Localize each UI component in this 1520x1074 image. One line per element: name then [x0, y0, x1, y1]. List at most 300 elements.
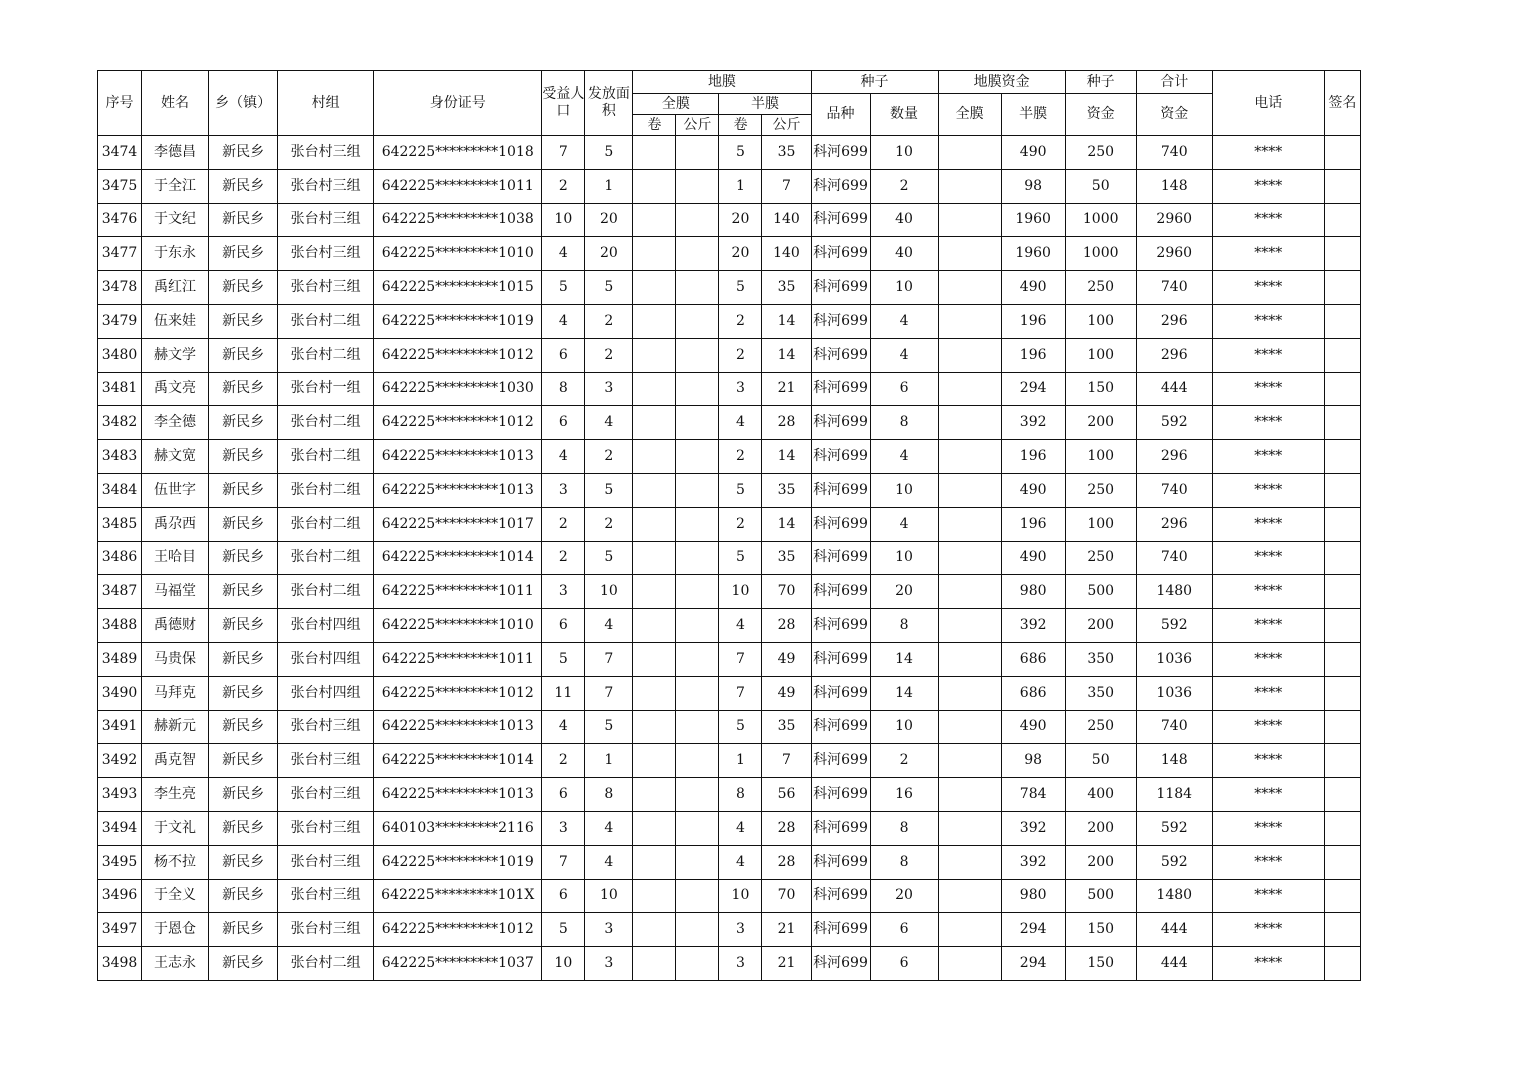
cell-phone: ****	[1212, 676, 1324, 710]
cell-half-kg: 35	[762, 473, 811, 507]
cell-half-roll: 3	[719, 913, 762, 947]
cell-half-roll: 1	[719, 744, 762, 778]
cell-half-roll: 2	[719, 507, 762, 541]
header-village: 村组	[278, 71, 374, 136]
cell-id: 642225*********1038	[374, 203, 542, 237]
cell-half-kg: 70	[762, 879, 811, 913]
cell-full-kg	[676, 237, 719, 271]
cell-sign	[1324, 203, 1360, 237]
cell-seed-fund: 150	[1065, 947, 1136, 981]
cell-town: 新民乡	[209, 372, 278, 406]
cell-id: 642225*********1019	[374, 845, 542, 879]
cell-full-roll	[633, 136, 676, 170]
cell-total: 1036	[1136, 676, 1212, 710]
cell-full-kg	[676, 136, 719, 170]
cell-seed-fund: 200	[1065, 845, 1136, 879]
cell-area: 5	[585, 271, 633, 305]
cell-town: 新民乡	[209, 203, 278, 237]
cell-id: 642225*********1010	[374, 609, 542, 643]
cell-town: 新民乡	[209, 913, 278, 947]
cell-half-roll: 8	[719, 778, 762, 812]
cell-seq: 3480	[98, 338, 142, 372]
cell-full-roll	[633, 372, 676, 406]
cell-half-kg: 7	[762, 169, 811, 203]
cell-beneficiaries: 4	[542, 304, 585, 338]
cell-sign	[1324, 879, 1360, 913]
cell-full-roll	[633, 778, 676, 812]
cell-half-kg: 14	[762, 440, 811, 474]
cell-half-kg: 35	[762, 271, 811, 305]
cell-name: 王哈目	[142, 541, 209, 575]
cell-beneficiaries: 10	[542, 203, 585, 237]
cell-area: 7	[585, 676, 633, 710]
header-film: 地膜	[633, 71, 811, 94]
cell-full-film-fund	[938, 913, 1001, 947]
cell-quantity: 20	[870, 879, 938, 913]
cell-half-kg: 140	[762, 237, 811, 271]
cell-village: 张台村三组	[278, 203, 374, 237]
cell-town: 新民乡	[209, 609, 278, 643]
cell-total: 296	[1136, 304, 1212, 338]
cell-seed-fund: 100	[1065, 507, 1136, 541]
cell-full-roll	[633, 507, 676, 541]
cell-half-roll: 5	[719, 271, 762, 305]
cell-beneficiaries: 3	[542, 811, 585, 845]
cell-quantity: 8	[870, 406, 938, 440]
cell-village: 张台村二组	[278, 304, 374, 338]
cell-full-kg	[676, 304, 719, 338]
header-half-film-fund: 半膜	[1001, 94, 1065, 136]
cell-half-kg: 140	[762, 203, 811, 237]
cell-area: 2	[585, 304, 633, 338]
cell-full-kg	[676, 947, 719, 981]
cell-beneficiaries: 6	[542, 879, 585, 913]
cell-quantity: 20	[870, 575, 938, 609]
cell-full-kg	[676, 778, 719, 812]
table-row	[98, 575, 1361, 609]
cell-town: 新民乡	[209, 304, 278, 338]
cell-variety: 科河699	[811, 913, 870, 947]
cell-village: 张台村二组	[278, 947, 374, 981]
cell-variety: 科河699	[811, 575, 870, 609]
cell-name: 禹文亮	[142, 372, 209, 406]
cell-phone: ****	[1212, 136, 1324, 170]
cell-town: 新民乡	[209, 744, 278, 778]
cell-id: 642225*********1011	[374, 642, 542, 676]
cell-half-film-fund: 686	[1001, 676, 1065, 710]
cell-id: 642225*********1017	[374, 507, 542, 541]
cell-area: 20	[585, 237, 633, 271]
cell-phone: ****	[1212, 879, 1324, 913]
cell-phone: ****	[1212, 372, 1324, 406]
header-full-film: 全膜	[633, 94, 719, 115]
cell-seed-fund: 100	[1065, 338, 1136, 372]
cell-half-film-fund: 1960	[1001, 237, 1065, 271]
cell-total: 592	[1136, 811, 1212, 845]
cell-full-kg	[676, 676, 719, 710]
cell-seq: 3493	[98, 778, 142, 812]
cell-name: 于全江	[142, 169, 209, 203]
cell-half-roll: 4	[719, 845, 762, 879]
cell-phone: ****	[1212, 845, 1324, 879]
cell-sign	[1324, 845, 1360, 879]
cell-seed-fund: 150	[1065, 372, 1136, 406]
cell-half-roll: 2	[719, 304, 762, 338]
cell-seq: 3479	[98, 304, 142, 338]
cell-full-roll	[633, 879, 676, 913]
cell-variety: 科河699	[811, 710, 870, 744]
cell-area: 3	[585, 947, 633, 981]
cell-half-film-fund: 392	[1001, 845, 1065, 879]
cell-full-roll	[633, 710, 676, 744]
cell-variety: 科河699	[811, 169, 870, 203]
cell-full-film-fund	[938, 541, 1001, 575]
cell-half-roll: 5	[719, 473, 762, 507]
cell-half-roll: 4	[719, 811, 762, 845]
cell-town: 新民乡	[209, 541, 278, 575]
cell-beneficiaries: 8	[542, 372, 585, 406]
table-row	[98, 473, 1361, 507]
cell-total: 592	[1136, 845, 1212, 879]
cell-total: 740	[1136, 136, 1212, 170]
table-row	[98, 778, 1361, 812]
cell-half-kg: 28	[762, 811, 811, 845]
cell-village: 张台村一组	[278, 372, 374, 406]
header-beneficiaries: 受益人口	[542, 71, 585, 136]
header-film-fund: 地膜资金	[938, 71, 1065, 94]
cell-sign	[1324, 778, 1360, 812]
cell-town: 新民乡	[209, 406, 278, 440]
cell-full-kg	[676, 507, 719, 541]
cell-full-film-fund	[938, 575, 1001, 609]
cell-variety: 科河699	[811, 507, 870, 541]
cell-phone: ****	[1212, 507, 1324, 541]
cell-beneficiaries: 5	[542, 913, 585, 947]
cell-town: 新民乡	[209, 338, 278, 372]
cell-quantity: 4	[870, 440, 938, 474]
cell-seed-fund: 250	[1065, 271, 1136, 305]
cell-half-roll: 4	[719, 406, 762, 440]
cell-area: 8	[585, 778, 633, 812]
cell-village: 张台村三组	[278, 811, 374, 845]
cell-village: 张台村三组	[278, 744, 374, 778]
table-row	[98, 237, 1361, 271]
cell-beneficiaries: 11	[542, 676, 585, 710]
cell-beneficiaries: 7	[542, 136, 585, 170]
cell-half-roll: 2	[719, 440, 762, 474]
cell-variety: 科河699	[811, 778, 870, 812]
cell-variety: 科河699	[811, 676, 870, 710]
cell-full-film-fund	[938, 947, 1001, 981]
cell-full-film-fund	[938, 304, 1001, 338]
cell-seed-fund: 200	[1065, 609, 1136, 643]
cell-half-kg: 35	[762, 136, 811, 170]
cell-id: 642225*********1012	[374, 406, 542, 440]
cell-variety: 科河699	[811, 845, 870, 879]
cell-town: 新民乡	[209, 879, 278, 913]
cell-sign	[1324, 406, 1360, 440]
header-seq: 序号	[98, 71, 142, 136]
cell-town: 新民乡	[209, 845, 278, 879]
cell-full-roll	[633, 338, 676, 372]
header-seed: 种子	[811, 71, 938, 94]
cell-total: 592	[1136, 406, 1212, 440]
table-row	[98, 744, 1361, 778]
header-name: 姓名	[142, 71, 209, 136]
cell-town: 新民乡	[209, 169, 278, 203]
distribution-table	[97, 70, 1361, 981]
cell-half-film-fund: 294	[1001, 372, 1065, 406]
cell-half-roll: 7	[719, 642, 762, 676]
cell-area: 4	[585, 406, 633, 440]
cell-full-film-fund	[938, 507, 1001, 541]
cell-town: 新民乡	[209, 507, 278, 541]
cell-village: 张台村二组	[278, 473, 374, 507]
cell-phone: ****	[1212, 642, 1324, 676]
cell-quantity: 40	[870, 237, 938, 271]
cell-variety: 科河699	[811, 609, 870, 643]
cell-beneficiaries: 6	[542, 338, 585, 372]
cell-town: 新民乡	[209, 440, 278, 474]
cell-variety: 科河699	[811, 440, 870, 474]
cell-half-kg: 49	[762, 642, 811, 676]
cell-sign	[1324, 913, 1360, 947]
cell-total: 444	[1136, 913, 1212, 947]
cell-full-film-fund	[938, 676, 1001, 710]
cell-quantity: 6	[870, 372, 938, 406]
header-seed-fund-top: 种子	[1065, 71, 1136, 94]
cell-sign	[1324, 507, 1360, 541]
cell-phone: ****	[1212, 744, 1324, 778]
cell-full-roll	[633, 676, 676, 710]
cell-seed-fund: 350	[1065, 642, 1136, 676]
cell-name: 禹尕西	[142, 507, 209, 541]
cell-variety: 科河699	[811, 473, 870, 507]
cell-seed-fund: 200	[1065, 406, 1136, 440]
table-row	[98, 879, 1361, 913]
cell-phone: ****	[1212, 609, 1324, 643]
cell-seq: 3476	[98, 203, 142, 237]
cell-quantity: 14	[870, 676, 938, 710]
cell-quantity: 8	[870, 609, 938, 643]
cell-beneficiaries: 6	[542, 609, 585, 643]
cell-beneficiaries: 7	[542, 845, 585, 879]
cell-full-film-fund	[938, 372, 1001, 406]
cell-variety: 科河699	[811, 744, 870, 778]
cell-beneficiaries: 2	[542, 169, 585, 203]
cell-total: 296	[1136, 507, 1212, 541]
cell-phone: ****	[1212, 710, 1324, 744]
cell-half-film-fund: 1960	[1001, 203, 1065, 237]
cell-id: 642225*********1019	[374, 304, 542, 338]
cell-variety: 科河699	[811, 879, 870, 913]
cell-full-kg	[676, 642, 719, 676]
cell-full-kg	[676, 203, 719, 237]
cell-full-kg	[676, 609, 719, 643]
cell-full-kg	[676, 913, 719, 947]
cell-full-film-fund	[938, 642, 1001, 676]
header-quantity: 数量	[870, 94, 938, 136]
cell-seq: 3477	[98, 237, 142, 271]
cell-full-film-fund	[938, 778, 1001, 812]
cell-quantity: 10	[870, 710, 938, 744]
cell-full-kg	[676, 372, 719, 406]
cell-half-kg: 49	[762, 676, 811, 710]
cell-half-roll: 10	[719, 879, 762, 913]
cell-village: 张台村二组	[278, 406, 374, 440]
cell-full-roll	[633, 913, 676, 947]
cell-full-kg	[676, 744, 719, 778]
cell-half-roll: 5	[719, 710, 762, 744]
cell-half-film-fund: 980	[1001, 879, 1065, 913]
cell-total: 1036	[1136, 642, 1212, 676]
cell-phone: ****	[1212, 271, 1324, 305]
cell-half-roll: 7	[719, 676, 762, 710]
cell-sign	[1324, 271, 1360, 305]
cell-phone: ****	[1212, 304, 1324, 338]
cell-village: 张台村三组	[278, 271, 374, 305]
cell-area: 20	[585, 203, 633, 237]
cell-total: 592	[1136, 609, 1212, 643]
cell-half-roll: 5	[719, 136, 762, 170]
cell-seq: 3484	[98, 473, 142, 507]
cell-half-film-fund: 490	[1001, 710, 1065, 744]
cell-half-film-fund: 392	[1001, 609, 1065, 643]
cell-name: 于东永	[142, 237, 209, 271]
cell-half-film-fund: 196	[1001, 304, 1065, 338]
cell-half-kg: 21	[762, 913, 811, 947]
cell-town: 新民乡	[209, 642, 278, 676]
cell-full-roll	[633, 744, 676, 778]
cell-quantity: 40	[870, 203, 938, 237]
cell-phone: ****	[1212, 473, 1324, 507]
cell-full-roll	[633, 473, 676, 507]
cell-phone: ****	[1212, 237, 1324, 271]
table-row	[98, 304, 1361, 338]
cell-total: 740	[1136, 541, 1212, 575]
cell-village: 张台村四组	[278, 642, 374, 676]
cell-full-roll	[633, 203, 676, 237]
cell-variety: 科河699	[811, 338, 870, 372]
cell-area: 1	[585, 744, 633, 778]
cell-full-film-fund	[938, 136, 1001, 170]
cell-quantity: 4	[870, 304, 938, 338]
table-row	[98, 811, 1361, 845]
cell-half-film-fund: 294	[1001, 947, 1065, 981]
cell-id: 642225*********1013	[374, 440, 542, 474]
cell-full-film-fund	[938, 440, 1001, 474]
cell-variety: 科河699	[811, 372, 870, 406]
cell-beneficiaries: 4	[542, 710, 585, 744]
cell-half-kg: 14	[762, 507, 811, 541]
table-row	[98, 676, 1361, 710]
table-row	[98, 541, 1361, 575]
cell-seed-fund: 50	[1065, 169, 1136, 203]
cell-seq: 3481	[98, 372, 142, 406]
cell-village: 张台村三组	[278, 913, 374, 947]
cell-seq: 3487	[98, 575, 142, 609]
cell-total: 296	[1136, 440, 1212, 474]
cell-half-kg: 28	[762, 406, 811, 440]
cell-total: 296	[1136, 338, 1212, 372]
cell-seed-fund: 350	[1065, 676, 1136, 710]
cell-seed-fund: 400	[1065, 778, 1136, 812]
cell-village: 张台村二组	[278, 440, 374, 474]
header-half-kg: 公斤	[762, 115, 811, 136]
cell-village: 张台村三组	[278, 879, 374, 913]
cell-half-film-fund: 980	[1001, 575, 1065, 609]
cell-village: 张台村二组	[278, 338, 374, 372]
cell-beneficiaries: 2	[542, 541, 585, 575]
cell-sign	[1324, 169, 1360, 203]
cell-total: 2960	[1136, 203, 1212, 237]
cell-full-roll	[633, 947, 676, 981]
cell-full-film-fund	[938, 811, 1001, 845]
cell-name: 于恩仓	[142, 913, 209, 947]
cell-village: 张台村四组	[278, 676, 374, 710]
cell-town: 新民乡	[209, 575, 278, 609]
cell-id: 642225*********1012	[374, 676, 542, 710]
cell-variety: 科河699	[811, 271, 870, 305]
cell-id: 642225*********1011	[374, 169, 542, 203]
cell-sign	[1324, 642, 1360, 676]
header-phone: 电话	[1212, 71, 1324, 136]
cell-half-film-fund: 490	[1001, 136, 1065, 170]
header-town: 乡（镇）	[209, 71, 278, 136]
cell-id: 642225*********1010	[374, 237, 542, 271]
cell-full-film-fund	[938, 237, 1001, 271]
cell-full-kg	[676, 473, 719, 507]
cell-id: 642225*********1018	[374, 136, 542, 170]
cell-town: 新民乡	[209, 778, 278, 812]
cell-sign	[1324, 609, 1360, 643]
cell-area: 5	[585, 473, 633, 507]
cell-half-kg: 28	[762, 609, 811, 643]
cell-half-film-fund: 196	[1001, 507, 1065, 541]
cell-seed-fund: 100	[1065, 440, 1136, 474]
cell-half-roll: 3	[719, 947, 762, 981]
table-row	[98, 710, 1361, 744]
header-full-film-fund: 全膜	[938, 94, 1001, 136]
cell-seq: 3478	[98, 271, 142, 305]
table-row	[98, 913, 1361, 947]
table-row	[98, 947, 1361, 981]
cell-seed-fund: 1000	[1065, 203, 1136, 237]
cell-town: 新民乡	[209, 811, 278, 845]
cell-name: 伍来娃	[142, 304, 209, 338]
cell-full-kg	[676, 440, 719, 474]
cell-area: 4	[585, 609, 633, 643]
cell-town: 新民乡	[209, 676, 278, 710]
cell-seq: 3485	[98, 507, 142, 541]
header-id: 身份证号	[374, 71, 542, 136]
cell-phone: ****	[1212, 338, 1324, 372]
cell-quantity: 4	[870, 507, 938, 541]
cell-seq: 3494	[98, 811, 142, 845]
cell-village: 张台村三组	[278, 237, 374, 271]
cell-full-kg	[676, 271, 719, 305]
table-row	[98, 372, 1361, 406]
cell-name: 赫文学	[142, 338, 209, 372]
cell-village: 张台村三组	[278, 169, 374, 203]
cell-full-film-fund	[938, 710, 1001, 744]
cell-id: 642225*********1013	[374, 473, 542, 507]
cell-full-film-fund	[938, 609, 1001, 643]
table-row	[98, 271, 1361, 305]
cell-full-film-fund	[938, 845, 1001, 879]
header-area: 发放面积	[585, 71, 633, 136]
cell-full-film-fund	[938, 406, 1001, 440]
